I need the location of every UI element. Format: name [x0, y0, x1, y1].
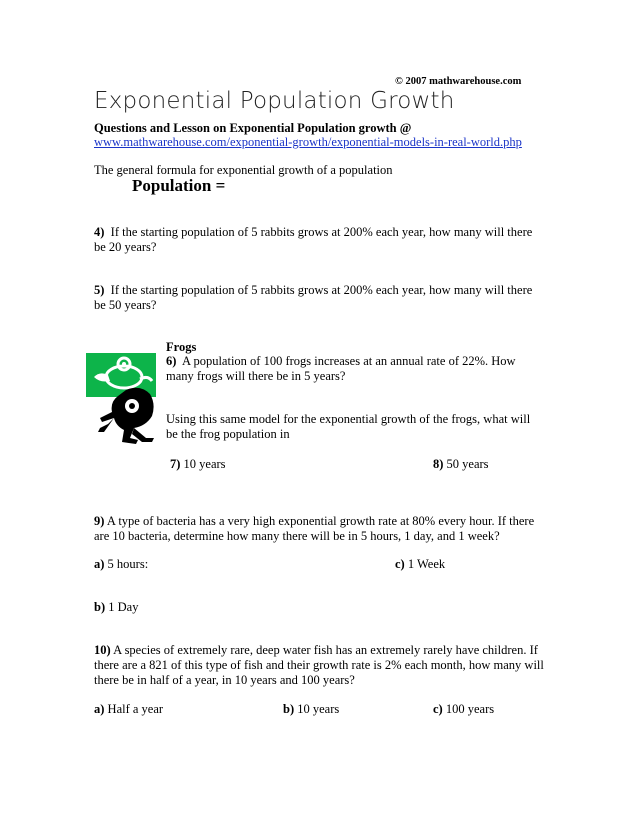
frog-silhouette-icon: [96, 380, 160, 454]
answer-label: c): [433, 702, 443, 716]
question-text: A type of bacteria has a very high exponential growth rate at 80% every hour. If there are 10 bacteria, determine how many there will be in 5 hours, 1 day, and 1 week?: [94, 514, 535, 543]
question-9a: [94, 557, 148, 572]
question-7: [170, 457, 226, 472]
answer-label: c): [395, 557, 405, 571]
question-10c: [433, 702, 494, 717]
answer-text: Half a year: [107, 702, 164, 716]
question-8: [433, 457, 489, 472]
answer-label: a): [94, 557, 105, 571]
question-9: [94, 514, 549, 544]
question-text: 10 years: [183, 457, 226, 471]
answer-label: b): [283, 702, 295, 716]
lesson-link[interactable]: www.mathwarehouse.com/exponential-growth/exponential-models-in-real-world.php: [94, 135, 522, 149]
answer-label: b): [94, 600, 106, 614]
question-number: 7): [170, 457, 181, 471]
answer-text: 1 Week: [407, 557, 446, 571]
formula-intro: The general formula for exponential growth of a population: [94, 163, 393, 177]
page-title: Exponential Population Growth: [94, 88, 455, 114]
answer-text: 1 Day: [108, 600, 139, 614]
question-number: 5): [94, 283, 105, 297]
question-10b: [283, 702, 339, 717]
question-number: 4): [94, 225, 105, 239]
question-text: If the starting population of 5 rabbits grows at 200% each year, how many will there be 20 years?: [94, 225, 533, 254]
answer-text: 100 years: [445, 702, 495, 716]
answer-label: a): [94, 702, 105, 716]
question-6: [166, 354, 536, 384]
question-4: [94, 225, 544, 255]
question-10a: [94, 702, 163, 717]
frogs-heading: Frogs: [166, 340, 197, 354]
copyright-notice: © 2007 mathwarehouse.com: [395, 76, 522, 87]
subtitle: Questions and Lesson on Exponential Population growth @: [94, 121, 412, 135]
answer-text: 5 hours:: [107, 557, 149, 571]
question-text: A species of extremely rare, deep water fish has an extremely rarely have children. If there are a 821 of this type of fish and their growth rate is 2% each month, how many will there be in half of a year, in 10 years and 100 years?: [94, 643, 544, 687]
question-9c: [395, 557, 445, 572]
question-text: A population of 100 frogs increases at an annual rate of 22%. How many frogs will there be in 5 years?: [166, 354, 516, 383]
question-text: 50 years: [446, 457, 489, 471]
question-number: 8): [433, 457, 444, 471]
question-text: If the starting population of 5 rabbits grows at 200% each year, how many will there be 50 years?: [94, 283, 533, 312]
question-number: 10): [94, 643, 111, 657]
question-10: [94, 643, 549, 688]
frog-model-text: Using this same model for the exponential growth of the frogs, what will be the frog population in: [166, 412, 531, 441]
question-5: [94, 283, 544, 313]
question-9b: [94, 600, 138, 615]
question-number: 9): [94, 514, 105, 528]
formula-label: Population =: [132, 176, 226, 195]
answer-text: 10 years: [297, 702, 340, 716]
question-number: 6): [166, 354, 177, 368]
